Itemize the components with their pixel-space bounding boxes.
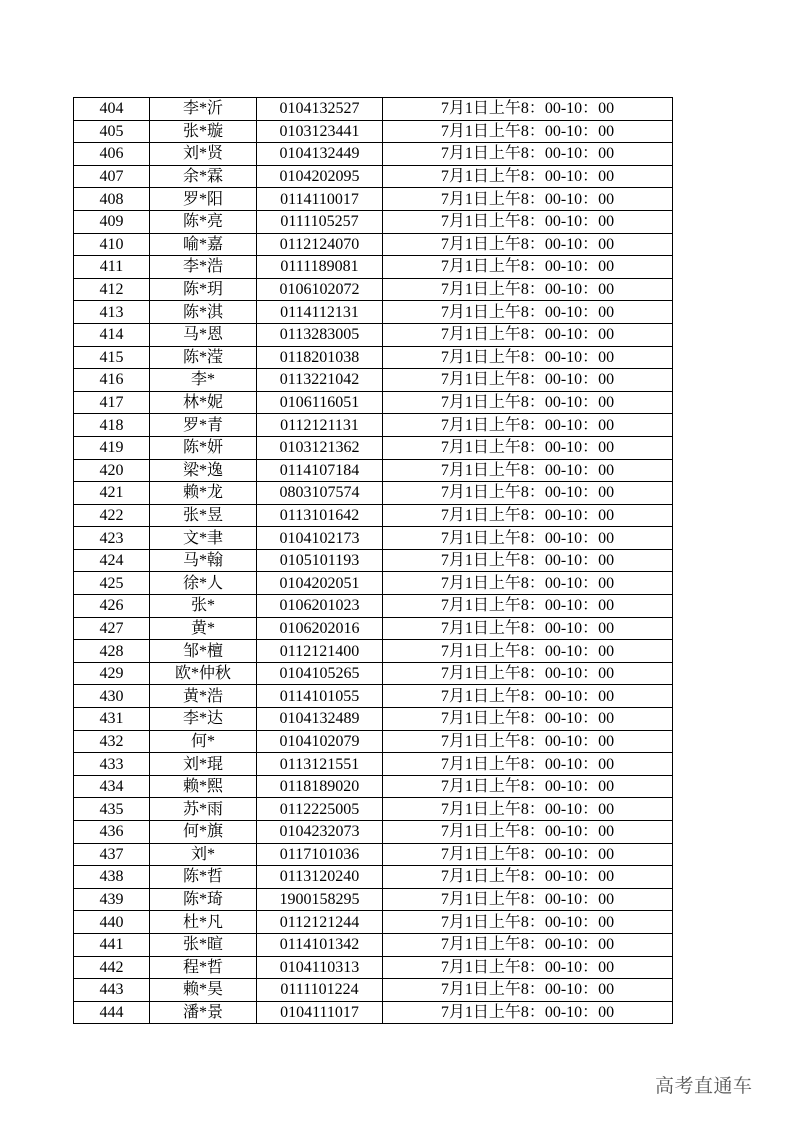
exam-time-cell: 7月1日上午8：00-10：00 (383, 888, 673, 911)
name-cell: 喻*嘉 (150, 233, 257, 256)
id-number-cell: 0111189081 (257, 256, 383, 279)
id-number-cell: 0113121551 (257, 753, 383, 776)
id-number-cell: 0104202051 (257, 572, 383, 595)
row-number-cell: 440 (74, 911, 150, 934)
name-cell: 何* (150, 730, 257, 753)
watermark-logo: 高考直通车 (655, 1075, 753, 1097)
exam-time-cell: 7月1日上午8：00-10：00 (383, 504, 673, 527)
row-number-cell: 419 (74, 436, 150, 459)
id-number-cell: 0104105265 (257, 662, 383, 685)
exam-time-cell: 7月1日上午8：00-10：00 (383, 233, 673, 256)
table-row (74, 1001, 673, 1024)
table-row (74, 414, 673, 437)
row-number-cell: 435 (74, 798, 150, 821)
exam-time-cell: 7月1日上午8：00-10：00 (383, 369, 673, 392)
table-row (74, 120, 673, 143)
name-cell: 杜*凡 (150, 911, 257, 934)
name-cell: 李*达 (150, 708, 257, 731)
exam-time-cell: 7月1日上午8：00-10：00 (383, 346, 673, 369)
id-number-cell: 0113221042 (257, 369, 383, 392)
name-cell: 赖*熙 (150, 775, 257, 798)
name-cell: 苏*雨 (150, 798, 257, 821)
exam-time-cell: 7月1日上午8：00-10：00 (383, 188, 673, 211)
row-number-cell: 428 (74, 640, 150, 663)
table-row (74, 866, 673, 889)
name-cell: 马*恩 (150, 323, 257, 346)
exam-time-cell: 7月1日上午8：00-10：00 (383, 979, 673, 1002)
name-cell: 马*翰 (150, 549, 257, 572)
roster-sheet (73, 97, 672, 1024)
roster-table-body (74, 98, 673, 1024)
exam-time-cell: 7月1日上午8：00-10：00 (383, 595, 673, 618)
table-row (74, 504, 673, 527)
table-row (74, 278, 673, 301)
name-cell: 李*沂 (150, 98, 257, 121)
exam-time-cell: 7月1日上午8：00-10：00 (383, 821, 673, 844)
exam-time-cell: 7月1日上午8：00-10：00 (383, 753, 673, 776)
exam-time-cell: 7月1日上午8：00-10：00 (383, 911, 673, 934)
row-number-cell: 415 (74, 346, 150, 369)
exam-time-cell: 7月1日上午8：00-10：00 (383, 933, 673, 956)
exam-time-cell: 7月1日上午8：00-10：00 (383, 866, 673, 889)
id-number-cell: 1900158295 (257, 888, 383, 911)
table-row (74, 256, 673, 279)
row-number-cell: 411 (74, 256, 150, 279)
exam-time-cell: 7月1日上午8：00-10：00 (383, 617, 673, 640)
name-cell: 林*妮 (150, 391, 257, 414)
id-number-cell: 0114112131 (257, 301, 383, 324)
row-number-cell: 426 (74, 595, 150, 618)
name-cell: 陈*哲 (150, 866, 257, 889)
table-row (74, 843, 673, 866)
table-row (74, 301, 673, 324)
name-cell: 陈*滢 (150, 346, 257, 369)
exam-time-cell: 7月1日上午8：00-10：00 (383, 662, 673, 685)
row-number-cell: 404 (74, 98, 150, 121)
name-cell: 徐*人 (150, 572, 257, 595)
name-cell: 邹*檀 (150, 640, 257, 663)
name-cell: 梁*逸 (150, 459, 257, 482)
row-number-cell: 439 (74, 888, 150, 911)
name-cell: 何*旗 (150, 821, 257, 844)
row-number-cell: 409 (74, 210, 150, 233)
row-number-cell: 432 (74, 730, 150, 753)
table-row (74, 662, 673, 685)
table-row (74, 956, 673, 979)
id-number-cell: 0111105257 (257, 210, 383, 233)
id-number-cell: 0114101342 (257, 933, 383, 956)
table-row (74, 685, 673, 708)
id-number-cell: 0114107184 (257, 459, 383, 482)
exam-time-cell: 7月1日上午8：00-10：00 (383, 414, 673, 437)
row-number-cell: 417 (74, 391, 150, 414)
row-number-cell: 408 (74, 188, 150, 211)
exam-time-cell: 7月1日上午8：00-10：00 (383, 143, 673, 166)
roster-table (73, 97, 673, 1024)
row-number-cell: 414 (74, 323, 150, 346)
name-cell: 赖*昊 (150, 979, 257, 1002)
exam-time-cell: 7月1日上午8：00-10：00 (383, 685, 673, 708)
id-number-cell: 0104111017 (257, 1001, 383, 1024)
row-number-cell: 427 (74, 617, 150, 640)
table-row (74, 640, 673, 663)
id-number-cell: 0104102079 (257, 730, 383, 753)
id-number-cell: 0104132449 (257, 143, 383, 166)
table-row (74, 210, 673, 233)
name-cell: 刘*琨 (150, 753, 257, 776)
row-number-cell: 438 (74, 866, 150, 889)
row-number-cell: 406 (74, 143, 150, 166)
row-number-cell: 405 (74, 120, 150, 143)
id-number-cell: 0117101036 (257, 843, 383, 866)
id-number-cell: 0112121400 (257, 640, 383, 663)
row-number-cell: 416 (74, 369, 150, 392)
exam-time-cell: 7月1日上午8：00-10：00 (383, 482, 673, 505)
table-row (74, 233, 673, 256)
exam-time-cell: 7月1日上午8：00-10：00 (383, 98, 673, 121)
name-cell: 陈*妍 (150, 436, 257, 459)
id-number-cell: 0112225005 (257, 798, 383, 821)
row-number-cell: 433 (74, 753, 150, 776)
id-number-cell: 0114101055 (257, 685, 383, 708)
row-number-cell: 441 (74, 933, 150, 956)
row-number-cell: 420 (74, 459, 150, 482)
table-row (74, 391, 673, 414)
exam-time-cell: 7月1日上午8：00-10：00 (383, 301, 673, 324)
exam-time-cell: 7月1日上午8：00-10：00 (383, 956, 673, 979)
row-number-cell: 429 (74, 662, 150, 685)
table-row (74, 165, 673, 188)
exam-time-cell: 7月1日上午8：00-10：00 (383, 708, 673, 731)
id-number-cell: 0112121244 (257, 911, 383, 934)
id-number-cell: 0105101193 (257, 549, 383, 572)
table-row (74, 459, 673, 482)
name-cell: 陈*玥 (150, 278, 257, 301)
table-row (74, 730, 673, 753)
table-row (74, 979, 673, 1002)
name-cell: 黄*浩 (150, 685, 257, 708)
exam-time-cell: 7月1日上午8：00-10：00 (383, 436, 673, 459)
id-number-cell: 0118201038 (257, 346, 383, 369)
id-number-cell: 0113283005 (257, 323, 383, 346)
table-row (74, 346, 673, 369)
id-number-cell: 0104132527 (257, 98, 383, 121)
id-number-cell: 0112121131 (257, 414, 383, 437)
id-number-cell: 0104132489 (257, 708, 383, 731)
exam-time-cell: 7月1日上午8：00-10：00 (383, 391, 673, 414)
exam-time-cell: 7月1日上午8：00-10：00 (383, 323, 673, 346)
table-row (74, 798, 673, 821)
table-row (74, 482, 673, 505)
row-number-cell: 410 (74, 233, 150, 256)
row-number-cell: 434 (74, 775, 150, 798)
table-row (74, 143, 673, 166)
table-row (74, 572, 673, 595)
id-number-cell: 0113120240 (257, 866, 383, 889)
row-number-cell: 425 (74, 572, 150, 595)
name-cell: 余*霖 (150, 165, 257, 188)
exam-time-cell: 7月1日上午8：00-10：00 (383, 459, 673, 482)
name-cell: 张*璇 (150, 120, 257, 143)
exam-time-cell: 7月1日上午8：00-10：00 (383, 256, 673, 279)
exam-time-cell: 7月1日上午8：00-10：00 (383, 843, 673, 866)
name-cell: 欧*仲秋 (150, 662, 257, 685)
row-number-cell: 423 (74, 527, 150, 550)
row-number-cell: 421 (74, 482, 150, 505)
id-number-cell: 0103123441 (257, 120, 383, 143)
exam-time-cell: 7月1日上午8：00-10：00 (383, 527, 673, 550)
row-number-cell: 430 (74, 685, 150, 708)
name-cell: 陈*淇 (150, 301, 257, 324)
row-number-cell: 443 (74, 979, 150, 1002)
id-number-cell: 0118189020 (257, 775, 383, 798)
table-row (74, 753, 673, 776)
name-cell: 文*聿 (150, 527, 257, 550)
name-cell: 黄* (150, 617, 257, 640)
name-cell: 陈*琦 (150, 888, 257, 911)
table-row (74, 98, 673, 121)
row-number-cell: 422 (74, 504, 150, 527)
table-row (74, 911, 673, 934)
table-row (74, 595, 673, 618)
name-cell: 李* (150, 369, 257, 392)
exam-time-cell: 7月1日上午8：00-10：00 (383, 120, 673, 143)
name-cell: 陈*亮 (150, 210, 257, 233)
exam-time-cell: 7月1日上午8：00-10：00 (383, 572, 673, 595)
name-cell: 潘*景 (150, 1001, 257, 1024)
row-number-cell: 444 (74, 1001, 150, 1024)
id-number-cell: 0106102072 (257, 278, 383, 301)
id-number-cell: 0803107574 (257, 482, 383, 505)
row-number-cell: 407 (74, 165, 150, 188)
id-number-cell: 0106202016 (257, 617, 383, 640)
table-row (74, 549, 673, 572)
row-number-cell: 418 (74, 414, 150, 437)
name-cell: 张*暄 (150, 933, 257, 956)
exam-time-cell: 7月1日上午8：00-10：00 (383, 640, 673, 663)
row-number-cell: 424 (74, 549, 150, 572)
table-row (74, 369, 673, 392)
name-cell: 罗*青 (150, 414, 257, 437)
id-number-cell: 0113101642 (257, 504, 383, 527)
table-row (74, 775, 673, 798)
id-number-cell: 0104232073 (257, 821, 383, 844)
id-number-cell: 0112124070 (257, 233, 383, 256)
name-cell: 刘* (150, 843, 257, 866)
row-number-cell: 437 (74, 843, 150, 866)
exam-time-cell: 7月1日上午8：00-10：00 (383, 549, 673, 572)
table-row (74, 821, 673, 844)
id-number-cell: 0104110313 (257, 956, 383, 979)
table-row (74, 617, 673, 640)
table-row (74, 188, 673, 211)
name-cell: 张*昱 (150, 504, 257, 527)
table-row (74, 436, 673, 459)
row-number-cell: 413 (74, 301, 150, 324)
id-number-cell: 0106201023 (257, 595, 383, 618)
exam-time-cell: 7月1日上午8：00-10：00 (383, 798, 673, 821)
row-number-cell: 431 (74, 708, 150, 731)
row-number-cell: 412 (74, 278, 150, 301)
id-number-cell: 0104202095 (257, 165, 383, 188)
name-cell: 赖*龙 (150, 482, 257, 505)
table-row (74, 323, 673, 346)
table-row (74, 888, 673, 911)
name-cell: 李*浩 (150, 256, 257, 279)
name-cell: 刘*贤 (150, 143, 257, 166)
exam-time-cell: 7月1日上午8：00-10：00 (383, 210, 673, 233)
name-cell: 张* (150, 595, 257, 618)
name-cell: 程*哲 (150, 956, 257, 979)
id-number-cell: 0111101224 (257, 979, 383, 1002)
table-row (74, 527, 673, 550)
exam-time-cell: 7月1日上午8：00-10：00 (383, 1001, 673, 1024)
id-number-cell: 0114110017 (257, 188, 383, 211)
row-number-cell: 436 (74, 821, 150, 844)
exam-time-cell: 7月1日上午8：00-10：00 (383, 730, 673, 753)
exam-time-cell: 7月1日上午8：00-10：00 (383, 165, 673, 188)
id-number-cell: 0104102173 (257, 527, 383, 550)
id-number-cell: 0106116051 (257, 391, 383, 414)
row-number-cell: 442 (74, 956, 150, 979)
table-row (74, 708, 673, 731)
table-row (74, 933, 673, 956)
name-cell: 罗*阳 (150, 188, 257, 211)
exam-time-cell: 7月1日上午8：00-10：00 (383, 775, 673, 798)
exam-time-cell: 7月1日上午8：00-10：00 (383, 278, 673, 301)
id-number-cell: 0103121362 (257, 436, 383, 459)
